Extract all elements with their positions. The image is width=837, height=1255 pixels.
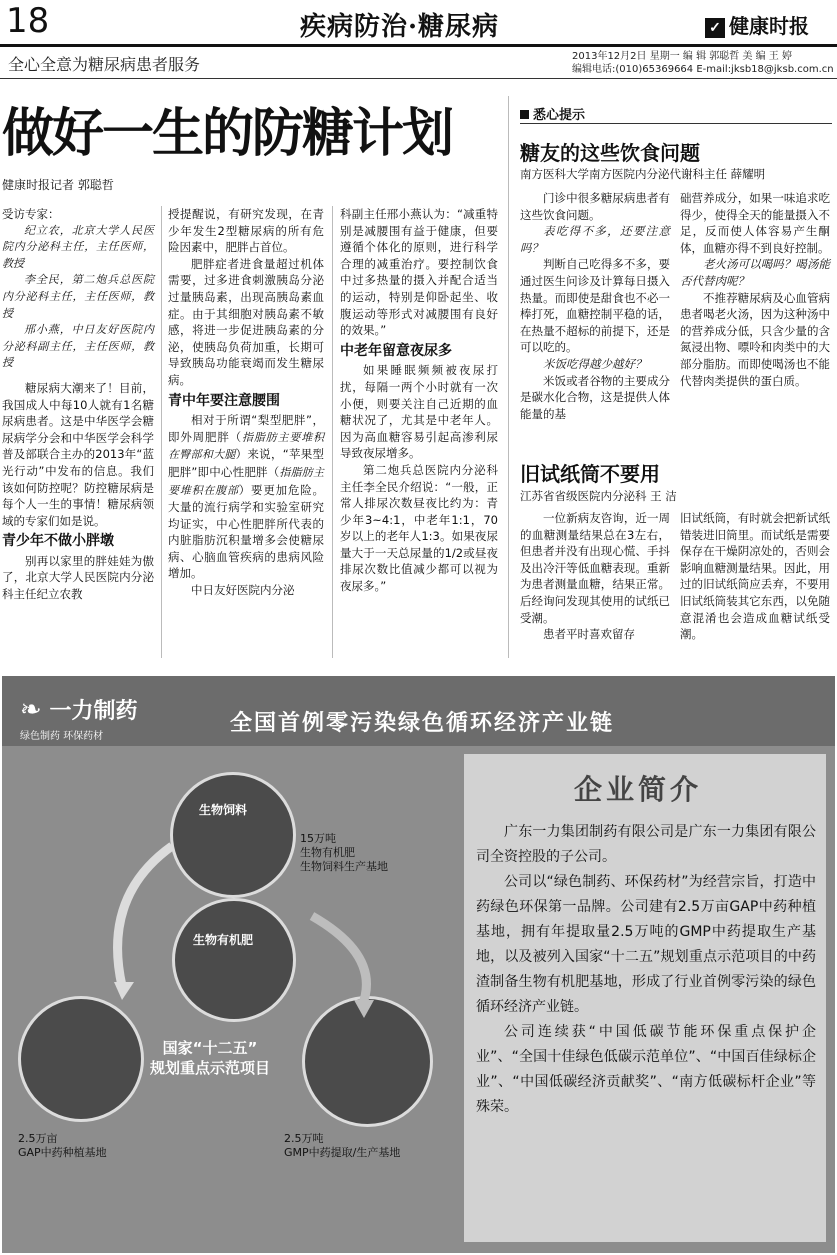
tip-tag: 悉心提示 bbox=[520, 104, 585, 123]
cycle-arrows-icon bbox=[62, 786, 462, 1086]
newspaper-logo bbox=[705, 10, 809, 39]
meta-line-2: 编辑电话:(010)65369664 E-mail:jksb18@jksb.com.cn bbox=[572, 64, 834, 75]
sidebar-2-column-1 bbox=[520, 510, 670, 643]
ad-brand-name: 一力制药 bbox=[49, 699, 138, 724]
national-project-label: 国家“十二五” 规划重点示范项目 bbox=[150, 1039, 271, 1077]
article-column-2 bbox=[168, 206, 324, 599]
article-paragraph: 相对于所谓“梨型肥胖”，即外周肥胖（指脂肪主要堆积在臀部和大腿）来说，“苹果型肥胖”即中心性肥胖（指脂肪主要堆积在腹部）要更加危险。大量的流行病学和实验室研究均证实，中心性肥胖所代表的内脏脂肪沉积量增多会使糖尿病、心脑血管疾病的患病风险增加。 bbox=[168, 413, 324, 581]
sidebar-question: 表吃得不多，还要注意吗？ bbox=[520, 224, 670, 255]
article-paragraph: 别再以家里的胖娃娃为傲了，北京大学人民医院内分泌科主任纪立农教 bbox=[2, 553, 154, 602]
sidebar-question: 老火汤可以喝吗？喝汤能否代替肉呢？ bbox=[680, 257, 830, 288]
page-number: 18 bbox=[6, 1, 50, 41]
subheading-elderly: 中老年留意夜尿多 bbox=[340, 342, 452, 359]
column-divider bbox=[508, 96, 509, 658]
sidebar-paragraph: 米饭或者谷物的主要成分是碳水化合物，这是提供人体能量的基 bbox=[520, 373, 670, 421]
tip-rule bbox=[520, 123, 832, 124]
article-column-1 bbox=[2, 206, 154, 603]
ad-brand-tagline: 绿色制药 环保药材 bbox=[20, 731, 104, 742]
sidebar-paragraph: 础营养成分，如果一味追求吃得少，使得全天的能量摄入不足，反而使人体容易产生酮体，血糖亦得不到良好控制。 bbox=[680, 191, 830, 255]
article-paragraph: 科副主任邢小燕认为：“减重特别是减腰围有益于健康，但要遵循个体化的原则，进行科学合理的减重治疗。要控制饮食中过多热量的摄入并配合适当的运动，特别是仰卧起坐、收腹运动等形式对减腰围有良好的效果。” bbox=[340, 207, 498, 338]
sidebar-headline-1: 糖友的这些饮食问题 bbox=[520, 141, 700, 165]
header-subrule bbox=[0, 78, 837, 79]
experts-label: 受访专家： bbox=[2, 207, 60, 221]
sidebar-byline-1: 南方医科大学南方医院内分泌代谢科主任 薛耀明 bbox=[520, 167, 766, 181]
square-bullet-icon bbox=[520, 110, 529, 119]
factory-caption: 2.5万吨 GMP中药提取/生产基地 bbox=[284, 1132, 401, 1159]
plantation-caption: 2.5万亩 GAP中药种植基地 bbox=[18, 1132, 107, 1159]
sidebar-question: 米饭吃得越少越好？ bbox=[543, 356, 647, 371]
article-paragraph: 肥胖症者进食量超过机体需要，过多进食刺激胰岛分泌过量胰岛素，出现高胰岛素血症。由于其细胞对胰岛素不敏感，将进一步促进胰岛素的分泌，使胰岛负荷加重，长期可导致胰岛功能衰竭而发生糖尿病。 bbox=[168, 256, 324, 387]
company-intro-heading: 企业简介 bbox=[574, 773, 703, 806]
article-paragraph: 授提醒说，有研究发现，在青少年发生2型糖尿病的所有危险因素中，肥胖占首位。 bbox=[168, 207, 324, 255]
subheading-middle-age: 青中年要注意腰围 bbox=[168, 392, 280, 409]
column-divider bbox=[161, 206, 162, 658]
column-divider bbox=[332, 206, 333, 658]
article-paragraph: 糖尿病大潮来了！目前，我国成人中每10人就有1名糖尿病患者。这是中华医学会糖尿病学分会和中华医学会科学普及部联合主办的2013年“蓝光行动”中发布的信息。我们该如何防控呢？防控糖尿病是每个人一生的事情！糖尿病领域的专家们如是说。 bbox=[2, 380, 154, 528]
sidebar-paragraph: 不推荐糖尿病及心血管病患者喝老火汤，因为这种汤中的营养成分低，只含少量的含氮浸出物、嘌呤和肉类中的大部分脂肪。而即使喝汤也不能代替肉类提供的蛋白质。 bbox=[680, 290, 830, 388]
article-paragraph: 如果睡眠频频被夜尿打扰，每隔一两个小时就有一次小便，则要关注自己近期的血糖状况了，尤其是中老年人。因为高血糖容易引起高渗利尿导致夜尿增多。 bbox=[340, 363, 498, 461]
ad-title: 全国首例零污染绿色循环经济产业链 bbox=[230, 711, 615, 736]
fertilizer-label: 生物有机肥 bbox=[193, 933, 254, 947]
advertisement bbox=[2, 676, 835, 1253]
section-title: 疾病防治·糖尿病 bbox=[300, 12, 500, 42]
sidebar-paragraph: 旧试纸筒，有时就会把新试纸错装进旧筒里。而试纸是需要保存在干燥阴凉处的，否则会影响血糖测量结果。因此，用过的旧试纸筒应丢弃，不要用旧试纸筒装其它东西，以免随意混淆也会造成血糖试纸受潮。 bbox=[680, 511, 830, 642]
section-slogan: 全心全意为糖尿病患者服务 bbox=[8, 55, 201, 74]
edition-meta bbox=[572, 50, 834, 76]
company-intro-text: 广东一力集团制药有限公司是广东一力集团有限公司全资控股的子公司。 公司以“绿色制药、环保药材”为经营宗旨，打造中药绿色环保第一品牌。公司建有2.5万亩GAP中药种植基地，拥有年提取量2.5万吨的GMP中药提取生产基地，以及被列入国家“十二五”规划重点示范项目的中药渣制备生物有机肥基地，形成了行业首例零污染的绿色循环经济产业链。 公司连续获“中国低碳节能环保重点保护企业”、“全国十佳绿色低碳示范单位”、“中国百佳绿标企业”、“中国低碳经济贡献奖”、“南方低碳标杆企业”等殊荣。 bbox=[476, 824, 816, 1115]
sidebar-1-column-1 bbox=[520, 190, 670, 422]
logo-mark-icon: ✓ bbox=[705, 18, 725, 38]
ad-brand bbox=[20, 694, 137, 742]
feed-label: 生物饲料 bbox=[199, 803, 248, 817]
header-rule bbox=[0, 44, 837, 47]
subheading-youth: 青少年不做小胖墩 bbox=[2, 533, 114, 550]
sidebar-paragraph: 一位新病友咨询，近一周的血糖测量结果总在3左右，但患者并没有出现心慌、手抖及出冷汗等低血糖表现。重新为患者测量血糖，结果正常。后经询问发现其使用的试纸已受潮。 bbox=[520, 511, 670, 625]
article-column-3 bbox=[340, 206, 498, 595]
expert-3: 邢小燕，中日友好医院内分泌科副主任，主任医师，教授 bbox=[2, 323, 154, 370]
sidebar-paragraph: 门诊中很多糖尿病患者有这些饮食问题。 bbox=[520, 191, 670, 222]
article-byline: 健康时报记者 郭聪哲 bbox=[2, 178, 114, 192]
sidebar-paragraph: 判断自己吃得多不多，要通过医生问诊及计算每日摄入热量。而即使是甜食也不必一棒打死，血糖控制平稳的话，在热量不超标的前提下，还是可以吃的。 bbox=[520, 257, 670, 355]
article-paragraph: 中日友好医院内分泌 bbox=[191, 583, 295, 598]
logo-text: 健康时报 bbox=[729, 14, 809, 38]
article-headline: 做好一生的防糖计划 bbox=[2, 103, 453, 164]
sidebar-1-column-2 bbox=[680, 190, 830, 389]
feed-caption: 15万吨 生物有机肥 生物饲料生产基地 bbox=[300, 832, 388, 873]
expert-1: 纪立农，北京大学人民医院内分泌科主任，主任医师，教授 bbox=[2, 223, 154, 270]
sidebar-2-column-2 bbox=[680, 510, 830, 643]
company-intro-panel bbox=[464, 754, 826, 1242]
meta-line-1: 2013年12月2日 星期一 编 辑 郭聪哲 美 编 王 婷 bbox=[572, 51, 792, 62]
ad-brand-logo-icon: ❧ bbox=[20, 695, 42, 725]
expert-2: 李全民，第二炮兵总医院内分泌科主任，主任医师，教授 bbox=[2, 273, 154, 320]
sidebar-headline-2: 旧试纸筒不要用 bbox=[520, 462, 660, 486]
sidebar-paragraph: 患者平时喜欢留存 bbox=[543, 627, 635, 642]
article-paragraph: 第二炮兵总医院内分泌科主任李全民介绍说：“一般，正常人排尿次数昼夜比约为：青少年3~4:1，中老年1:1，70岁以上的老年人1:3。如果夜尿量大于一天总尿量的1/2或昼夜排尿次数比值减少都可以视为夜尿多。” bbox=[340, 462, 498, 594]
sidebar-byline-2: 江苏省省级医院内分泌科 王 洁 bbox=[520, 489, 677, 503]
